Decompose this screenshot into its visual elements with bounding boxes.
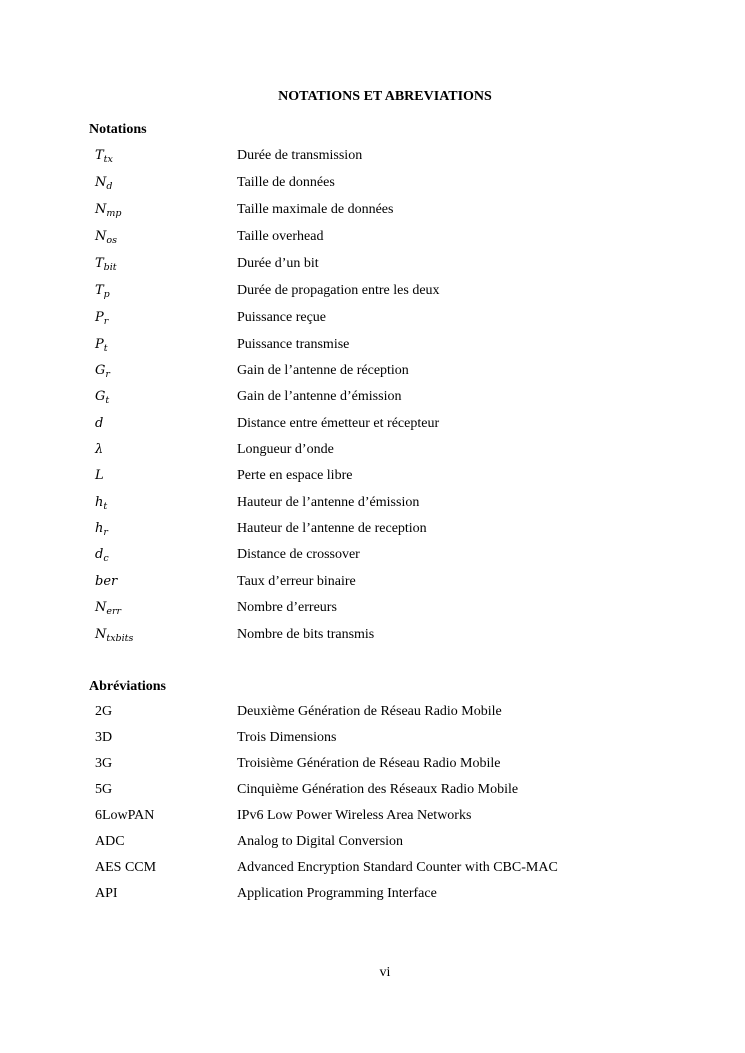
notation-symbol — [95, 468, 104, 483]
notation-row — [0, 283, 745, 303]
notation-row — [0, 468, 745, 488]
notation-description: Taille maximale de données — [237, 202, 394, 217]
abbreviation-description: Advanced Encryption Standard Counter with CBC-MAC — [237, 860, 558, 875]
notation-description: Distance de crossover — [237, 547, 360, 562]
notation-row — [0, 442, 745, 462]
notation-symbol — [95, 389, 109, 406]
notation-row — [0, 416, 745, 436]
abbreviation-term: 5G — [95, 782, 113, 797]
notation-symbol — [95, 148, 113, 165]
abbreviation-row — [0, 756, 745, 776]
abbreviation-term: AES CCM — [95, 860, 157, 875]
page-number: vi — [379, 965, 391, 980]
symbol-base: h — [95, 521, 104, 536]
notation-row — [0, 389, 745, 409]
notation-symbol — [95, 574, 117, 589]
notation-row — [0, 148, 745, 168]
notation-symbol — [95, 495, 107, 512]
abbreviation-description: Troisième Génération de Réseau Radio Mobile — [237, 756, 501, 771]
notation-symbol — [95, 442, 103, 457]
notation-symbol — [95, 416, 103, 431]
symbol-base: N — [95, 202, 107, 217]
notation-description: Taille overhead — [237, 229, 324, 244]
abbreviation-description: Analog to Digital Conversion — [237, 834, 404, 849]
notation-description: Hauteur de l’antenne d’émission — [237, 495, 420, 510]
notation-row — [0, 600, 745, 620]
notation-symbol — [95, 627, 133, 644]
symbol-base: N — [95, 600, 107, 615]
notation-row — [0, 627, 745, 647]
symbol-subscript: r — [103, 316, 109, 327]
symbol-subscript: t — [105, 395, 110, 406]
abbreviation-term: 6LowPAN — [95, 808, 155, 823]
notations-heading: Notations — [89, 122, 147, 137]
abbreviation-term: ADC — [95, 834, 125, 849]
notation-row — [0, 363, 745, 383]
symbol-subscript: txbits — [106, 633, 134, 644]
symbol-subscript: bit — [103, 262, 117, 273]
notation-description: Durée de propagation entre les deux — [237, 283, 440, 298]
symbol-base: ber — [95, 574, 118, 589]
abbreviation-term: 3D — [95, 730, 113, 745]
notation-row — [0, 256, 745, 276]
notation-symbol — [95, 547, 109, 564]
abbreviation-description: Application Programming Interface — [237, 886, 437, 901]
abbreviation-row — [0, 860, 745, 880]
notation-symbol — [95, 175, 112, 192]
abbreviation-description: Cinquième Génération des Réseaux Radio Mobile — [237, 782, 519, 797]
symbol-base: P — [95, 310, 104, 325]
abbreviation-row — [0, 886, 745, 906]
notation-row — [0, 574, 745, 594]
abbreviation-description: IPv6 Low Power Wireless Area Networks — [237, 808, 472, 823]
page-title: NOTATIONS ET ABREVIATIONS — [278, 89, 492, 104]
abbreviation-term: API — [95, 886, 118, 901]
symbol-subscript: r — [105, 369, 110, 380]
notation-row — [0, 521, 745, 541]
symbol-subscript: t — [103, 343, 108, 354]
notation-description: Perte en espace libre — [237, 468, 353, 483]
notation-symbol — [95, 229, 117, 246]
abbreviations-heading: Abréviations — [89, 679, 166, 694]
notation-row — [0, 202, 745, 222]
notation-description: Longueur d’onde — [237, 442, 334, 457]
notation-symbol — [95, 600, 121, 617]
abbreviation-row — [0, 834, 745, 854]
symbol-subscript: p — [103, 289, 110, 300]
notation-description: Nombre de bits transmis — [237, 627, 375, 642]
abbreviation-row — [0, 782, 745, 802]
notation-symbol — [95, 337, 108, 354]
symbol-base: T — [95, 148, 104, 163]
symbol-base: λ — [95, 442, 104, 457]
abbreviation-description: Trois Dimensions — [237, 730, 337, 745]
notation-row — [0, 310, 745, 330]
symbol-subscript: tx — [103, 154, 113, 165]
symbol-base: d — [95, 416, 104, 431]
symbol-base: L — [95, 468, 104, 483]
symbol-base: G — [95, 363, 106, 378]
notation-description: Distance entre émetteur et récepteur — [237, 416, 440, 431]
symbol-base: T — [95, 283, 104, 298]
symbol-base: N — [95, 175, 107, 190]
notation-row — [0, 175, 745, 195]
notation-description: Taille de données — [237, 175, 335, 190]
notation-symbol — [95, 202, 121, 219]
notation-symbol — [95, 363, 110, 380]
symbol-subscript: t — [103, 501, 108, 512]
notation-symbol — [95, 283, 110, 300]
symbol-subscript: c — [103, 553, 109, 564]
notation-symbol — [95, 521, 108, 538]
symbol-base: P — [95, 337, 104, 352]
abbreviation-row — [0, 704, 745, 724]
symbol-subscript: mp — [106, 208, 122, 219]
abbreviation-term: 3G — [95, 756, 113, 771]
notation-symbol — [95, 256, 117, 273]
symbol-base: h — [95, 495, 104, 510]
notation-description: Gain de l’antenne d’émission — [237, 389, 402, 404]
abbreviation-term: 2G — [95, 704, 113, 719]
notation-row — [0, 229, 745, 249]
notation-description: Nombre d’erreurs — [237, 600, 337, 615]
notation-description: Durée d’un bit — [237, 256, 319, 271]
notation-row — [0, 547, 745, 567]
symbol-subscript: os — [106, 235, 117, 246]
notation-description: Gain de l’antenne de réception — [237, 363, 409, 378]
notation-description: Taux d’erreur binaire — [237, 574, 356, 589]
notation-description: Hauteur de l’antenne de reception — [237, 521, 427, 536]
notation-row — [0, 337, 745, 357]
notation-description: Durée de transmission — [237, 148, 363, 163]
symbol-subscript: d — [106, 181, 113, 192]
abbreviation-row — [0, 730, 745, 750]
abbreviation-row — [0, 808, 745, 828]
symbol-base: d — [95, 547, 104, 562]
notation-row — [0, 495, 745, 515]
symbol-base: G — [95, 389, 106, 404]
abbreviation-description: Deuxième Génération de Réseau Radio Mobile — [237, 704, 502, 719]
notation-description: Puissance reçue — [237, 310, 327, 325]
symbol-subscript: err — [106, 606, 122, 617]
notation-description: Puissance transmise — [237, 337, 350, 352]
symbol-base: T — [95, 256, 104, 271]
symbol-base: N — [95, 627, 107, 642]
notation-symbol — [95, 310, 108, 327]
symbol-subscript: r — [103, 527, 108, 538]
symbol-base: N — [95, 229, 107, 244]
